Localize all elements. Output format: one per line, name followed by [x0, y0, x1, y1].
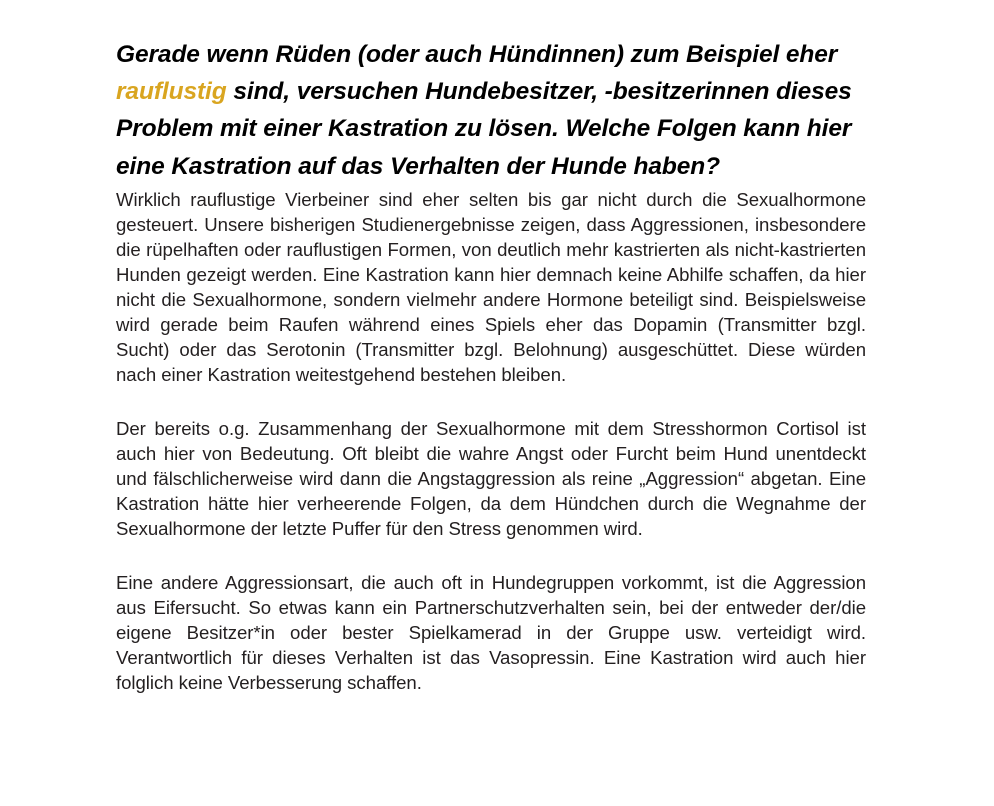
answer-body	[116, 187, 866, 695]
question-highlighted-term: rauflustig	[116, 78, 227, 106]
answer-paragraph-1: Wirklich rauflustige Vierbeiner sind eher selten bis gar nicht durch die Sexualhormone gesteuert. Unsere bisherigen Studienergebnisse zeigen, dass Aggressionen, insbesondere die rüpelhaften oder rauflustigen Formen, von deutlich mehr kastrierten als nicht-kastrierten Hunden gezeigt werden. Eine Kastration kann hier demnach keine Abhilfe schaffen, da hier nicht die Sexualhormone, sondern vielmehr andere Hormone beteiligt sind. Beispielsweise wird gerade beim Raufen während eines Spiels eher das Dopamin (Transmitter bzgl. Sucht) oder das Serotonin (Transmitter bzgl. Belohnung) ausgeschüttet. Diese würden nach einer Kastration weitestgehend bestehen bleiben.	[116, 188, 866, 385]
question-text-before: Gerade wenn Rüden (oder auch Hündinnen) zum Beispiel eher	[116, 41, 838, 68]
answer-paragraph-3: Eine andere Aggressionsart, die auch oft in Hundegruppen vorkommt, ist die Aggression aus Eifersucht. So etwas kann ein Partnerschutzverhalten sein, bei der entweder der/die eigene Besitzer*in oder bester Spielkamerad in der Gruppe usw. verteidigt wird. Verantwortlich für dieses Verhalten ist das Vasopressin. Eine Kastration wird auch hier folglich keine Verbesserung schaffen.	[116, 571, 866, 693]
question-heading	[116, 36, 866, 185]
answer-paragraph-2: Der bereits o.g. Zusammenhang der Sexualhormone mit dem Stresshormon Cortisol ist auch hier von Bedeutung. Oft bleibt die wahre Angst oder Furcht beim Hund unentdeckt und fälschlicherweise wird dann die Angstaggression als reine „Aggression“ abgetan. Eine Kastration hätte hier verheerende Folgen, da dem Hündchen durch die Wegnahme der Sexualhormone der letzte Puffer für den Stress genommen wird.	[116, 417, 866, 539]
question-text-after: sind, versuchen Hundebesitzer, -besitzerinnen dieses Problem mit einer Kastration zu lösen. Welche Folgen kann hier eine Kastration auf das Verhalten der Hunde haben?	[116, 78, 852, 180]
